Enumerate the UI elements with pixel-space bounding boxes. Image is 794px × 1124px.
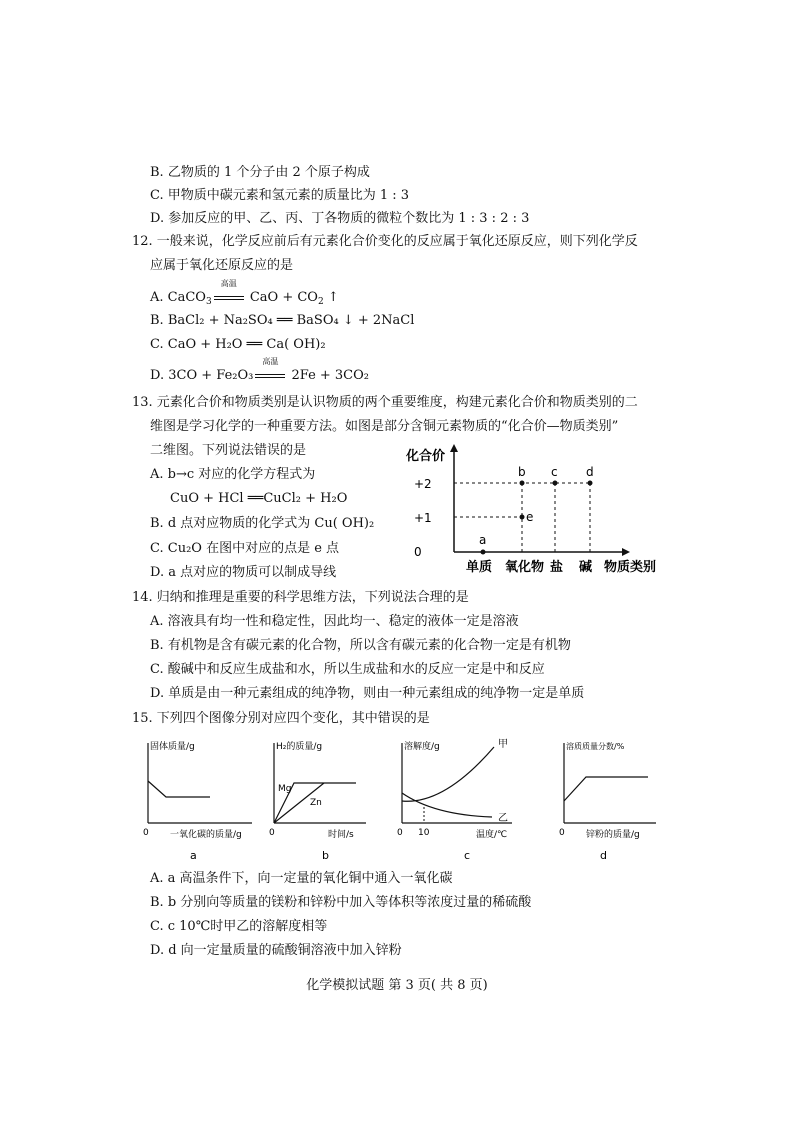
point-b: [520, 481, 525, 486]
graph-a-curve: [148, 781, 210, 797]
equals-sign: [214, 296, 244, 300]
ytick-plus2: +2: [414, 477, 432, 491]
q13-option-a-equation: CuO + HCl ══CuCl₂ + H₂O: [170, 491, 348, 506]
xtick-base: 碱: [579, 560, 593, 575]
q11-option-d: D. 参加反应的甲、乙、丙、丁各物质的微粒个数比为 1 : 3 : 2 : 3: [150, 211, 530, 226]
q11-option-b: B. 乙物质的 1 个分子由 2 个原子构成: [150, 165, 370, 180]
graph-c-yi-label: 乙: [498, 813, 508, 824]
graph-c-origin: 0: [397, 828, 403, 838]
x-axis-arrow: [622, 548, 630, 556]
graph-d-origin: 0: [559, 828, 565, 838]
graph-d-curve: [564, 777, 648, 801]
q12-stem-line1: 12. 一般来说，化学反应前后有元素化合价变化的反应属于氧化还原反应，则下列化学反: [132, 234, 638, 249]
graph-c-yi-curve: [402, 793, 492, 817]
graph-c-jia-label: 甲: [498, 739, 508, 750]
graph-d-caption: d: [600, 849, 607, 862]
high-temp-condition: [212, 279, 246, 307]
q12-d-right: 2Fe + 3CO₂: [291, 368, 370, 383]
equals-sign-d: [255, 374, 285, 378]
graph-b-zn-label: Zn: [310, 798, 322, 808]
q14-option-b: B. 有机物是含有碳元素的化合物，所以含有碳元素的化合物一定是有机物: [150, 638, 571, 653]
graph-c: [394, 735, 524, 863]
q11-option-c: C. 甲物质中碳元素和氢元素的质量比为 1 : 3: [150, 188, 410, 203]
point-e-label: e: [526, 510, 534, 524]
q13-option-d: D. a 点对应的物质可以制成导线: [150, 565, 337, 580]
q12-option-c: C. CaO + H₂O ══ Ca( OH)₂: [150, 337, 326, 352]
graph-c-tick: 10: [418, 828, 430, 838]
point-a: [481, 550, 486, 555]
point-b-label: b: [518, 465, 526, 479]
graph-a-xlabel: 一氧化碳的质量/g: [170, 830, 242, 840]
q15-stem: 15. 下列四个图像分别对应四个变化，其中错误的是: [132, 711, 430, 726]
graph-b-xlabel: 时间/s: [328, 830, 354, 840]
xtick-element: 单质: [466, 560, 493, 575]
graph-b-ylabel: H₂的质量/g: [276, 742, 323, 752]
condition-label: 高温: [220, 279, 237, 288]
graph-d-xlabel: 锌粉的质量/g: [586, 830, 640, 840]
high-temp-condition-d: [253, 357, 287, 385]
q12-stem-line2: 应属于氧化还原反应的是: [150, 258, 294, 273]
q15-option-c: C. c 10℃时甲乙的溶解度相等: [150, 919, 328, 934]
xaxis-title: 物质类别: [604, 560, 657, 575]
point-c: [553, 481, 558, 486]
graph-c-ylabel: 溶解度/g: [404, 742, 440, 752]
graph-a: [140, 735, 260, 863]
graph-b-mg-label: Mg: [278, 784, 292, 794]
q12-a-left: A. CaCO: [150, 290, 206, 305]
q15-option-d: D. d 向一定量质量的硫酸铜溶液中加入锌粉: [150, 943, 402, 958]
q12-a-right: CaO + CO: [249, 290, 318, 305]
point-c-label: c: [551, 465, 558, 479]
graph-c-xlabel: 温度/℃: [476, 830, 508, 840]
ytick-plus1: +1: [414, 511, 432, 525]
graph-b-origin: 0: [269, 828, 275, 838]
point-d: [588, 481, 593, 486]
graph-d: [556, 735, 666, 863]
q13-option-a: A. b→c 对应的化学方程式为: [150, 467, 316, 482]
point-d-label: d: [586, 465, 594, 479]
q14-option-a: A. 溶液具有均一性和稳定性，因此均一、稳定的液体一定是溶液: [150, 614, 519, 629]
page-footer: 化学模拟试题 第 3 页( 共 8 页): [306, 978, 488, 993]
q14-stem: 14. 归纳和推理是重要的科学思维方法，下列说法合理的是: [132, 590, 469, 605]
up-arrow: ↑: [327, 290, 339, 305]
q13-stem-line3: 二维图。下列说法错误的是: [150, 443, 307, 458]
q13-stem-line2: 维图是学习化学的一种重要方法。如图是部分含铜元素物质的“化合价—物质类别”: [150, 419, 619, 434]
q12-option-d: [150, 357, 370, 385]
valence-category-chart: [400, 440, 670, 580]
graph-a-caption: a: [190, 849, 197, 862]
graph-b-caption: b: [322, 849, 329, 862]
q15-option-b: B. b 分别向等质量的镁粉和锌粉中加入等体积等浓度过量的稀硫酸: [150, 895, 532, 910]
q13-stem-line1: 13. 元素化合价和物质类别是认识物质的两个重要维度，构建元素化合价和物质类别的二: [132, 395, 638, 410]
q14-option-c: C. 酸碱中和反应生成盐和水，所以生成盐和水的反应一定是中和反应: [150, 662, 545, 677]
graph-a-ylabel: 固体质量/g: [150, 742, 195, 752]
chart-ylabel: 化合价: [406, 449, 446, 464]
q12-option-b: B. BaCl₂ + Na₂SO₄ ══ BaSO₄ ↓ + 2NaCl: [150, 313, 415, 328]
q13-option-c: C. Cu₂O 在图中对应的点是 e 点: [150, 541, 340, 556]
xtick-oxide: 氧化物: [505, 560, 545, 575]
q12-option-a: [150, 279, 339, 311]
q14-option-d: D. 单质是由一种元素组成的纯净物，则由一种元素组成的纯净物一定是单质: [150, 686, 585, 701]
point-e: [520, 515, 525, 520]
xtick-salt: 盐: [550, 560, 564, 575]
graph-a-origin: 0: [143, 828, 149, 838]
q12-a-right-sub: 2: [317, 297, 324, 307]
q12-d-left: D. 3CO + Fe₂O₃: [150, 368, 254, 383]
condition-label-d: 高温: [262, 357, 279, 366]
q15-option-a: A. a 高温条件下，向一定量的氧化铜中通入一氧化碳: [150, 871, 453, 886]
graph-d-ylabel: 溶质质量分数/%: [566, 742, 625, 751]
graph-b: [266, 735, 376, 863]
q13-option-b: B. d 点对应物质的化学式为 Cu( OH)₂: [150, 516, 375, 531]
point-a-label: a: [479, 533, 487, 547]
graph-c-jia-curve: [402, 747, 494, 801]
graph-c-caption: c: [464, 849, 471, 862]
y-axis-arrow: [450, 444, 458, 452]
q12-a-left-sub: 3: [205, 297, 212, 307]
ytick-zero: 0: [414, 545, 422, 559]
